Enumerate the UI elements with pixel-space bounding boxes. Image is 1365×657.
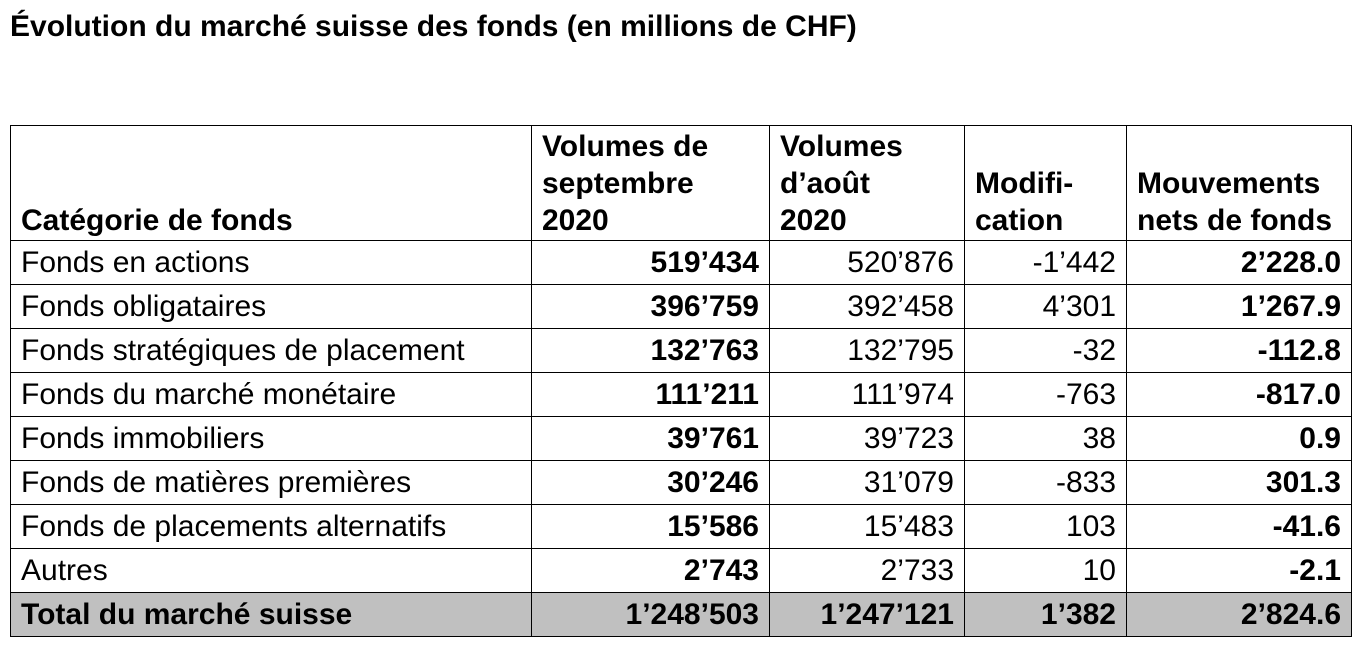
cell-change: -32 xyxy=(965,329,1127,373)
table-row xyxy=(11,241,1352,285)
cell-aug: 111’974 xyxy=(770,373,965,417)
header-aug xyxy=(770,126,965,241)
funds-table xyxy=(10,125,1352,637)
table-row xyxy=(11,549,1352,593)
cell-aug: 2’733 xyxy=(770,549,965,593)
cell-change: 38 xyxy=(965,417,1127,461)
total-row xyxy=(11,593,1352,637)
header-category xyxy=(11,126,532,241)
cell-sept: 396’759 xyxy=(532,285,770,329)
cell-aug: 15’483 xyxy=(770,505,965,549)
cell-change: 4’301 xyxy=(965,285,1127,329)
table-row xyxy=(11,417,1352,461)
cell-sept: 519’434 xyxy=(532,241,770,285)
cell-sept: 30’246 xyxy=(532,461,770,505)
cell-change: -1’442 xyxy=(965,241,1127,285)
cell-change: -763 xyxy=(965,373,1127,417)
cell-aug: 39’723 xyxy=(770,417,965,461)
table-row xyxy=(11,461,1352,505)
header-flows xyxy=(1127,126,1352,241)
cell-sept: 39’761 xyxy=(532,417,770,461)
table-row xyxy=(11,505,1352,549)
cell-flows: -41.6 xyxy=(1127,505,1352,549)
page-title: Évolution du marché suisse des fonds (en millions de CHF) xyxy=(10,10,857,43)
cell-aug: 392’458 xyxy=(770,285,965,329)
cell-flows: 2’228.0 xyxy=(1127,241,1352,285)
cell-sept: 15’586 xyxy=(532,505,770,549)
cell-category: Autres xyxy=(11,549,532,593)
cell-flows: 301.3 xyxy=(1127,461,1352,505)
table-row xyxy=(11,373,1352,417)
cell-aug: 520’876 xyxy=(770,241,965,285)
header-sept xyxy=(532,126,770,241)
cell-flows: 1’267.9 xyxy=(1127,285,1352,329)
cell-category: Fonds de placements alternatifs xyxy=(11,505,532,549)
header-flows-label: Mouvements nets de fonds xyxy=(1137,167,1333,237)
header-change xyxy=(965,126,1127,241)
cell-aug: 132’795 xyxy=(770,329,965,373)
cell-flows: -817.0 xyxy=(1127,373,1352,417)
cell-sept: 132’763 xyxy=(532,329,770,373)
cell-aug: 31’079 xyxy=(770,461,965,505)
total-cell-flows: 2’824.6 xyxy=(1127,593,1352,637)
header-aug-label: Volumes d’août 2020 xyxy=(780,130,903,237)
table-header-row xyxy=(11,126,1352,241)
header-change-label: Modifi-cation xyxy=(975,167,1074,237)
cell-change: -833 xyxy=(965,461,1127,505)
cell-sept: 111’211 xyxy=(532,373,770,417)
table-row xyxy=(11,285,1352,329)
cell-category: Fonds immobiliers xyxy=(11,417,532,461)
total-cell-change: 1’382 xyxy=(965,593,1127,637)
header-category-label: Catégorie de fonds xyxy=(21,204,293,237)
cell-sept: 2’743 xyxy=(532,549,770,593)
total-cell-category: Total du marché suisse xyxy=(11,593,532,637)
total-cell-sept: 1’248’503 xyxy=(532,593,770,637)
table-row xyxy=(11,329,1352,373)
cell-change: 10 xyxy=(965,549,1127,593)
cell-category: Fonds du marché monétaire xyxy=(11,373,532,417)
total-cell-aug: 1’247’121 xyxy=(770,593,965,637)
cell-flows: 0.9 xyxy=(1127,417,1352,461)
cell-category: Fonds obligataires xyxy=(11,285,532,329)
cell-category: Fonds de matières premières xyxy=(11,461,532,505)
cell-category: Fonds stratégiques de placement xyxy=(11,329,532,373)
table-body xyxy=(11,241,1352,637)
cell-category: Fonds en actions xyxy=(11,241,532,285)
cell-flows: -2.1 xyxy=(1127,549,1352,593)
header-sept-label: Volumes de septembre 2020 xyxy=(542,130,709,237)
cell-flows: -112.8 xyxy=(1127,329,1352,373)
cell-change: 103 xyxy=(965,505,1127,549)
